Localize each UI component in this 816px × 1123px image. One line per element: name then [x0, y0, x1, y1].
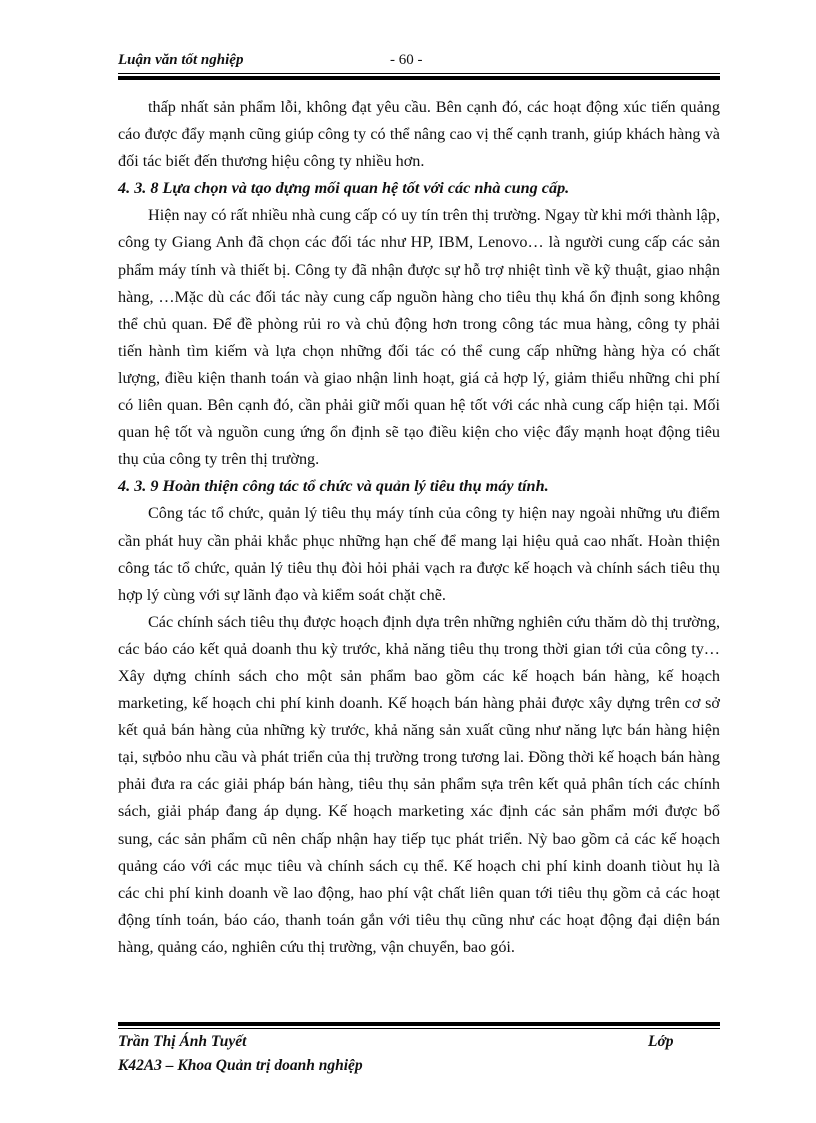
document-body	[118, 94, 720, 961]
header-rule-thick	[118, 76, 720, 80]
footer-author: Trần Thị Ánh Tuyết	[118, 1033, 247, 1050]
footer-class-label: Lớp	[648, 1033, 674, 1050]
header-title: Luận văn tốt nghiệp	[118, 52, 244, 68]
header-rule-thin	[118, 73, 720, 74]
footer-department: K42A3 – Khoa Quản trị doanh nghiệp	[118, 1057, 363, 1074]
footer-rule-thick	[118, 1022, 720, 1026]
paragraph: Công tác tổ chức, quản lý tiêu thụ máy tính của công ty hiện nay ngoài những ưu điểm cần phát huy cần phải khắc phục những hạn chế để mang lại hiệu quả cao nhất. Hoàn thiện công tác tổ chức, quản lý tiêu thụ đòi hỏi phải vạch ra được kế hoạch và chính sách tiêu thụ hợp lý cùng với sự lãnh đạo và kiểm soát chặt chẽ.	[118, 504, 720, 604]
page-number: - 60 -	[390, 52, 423, 68]
paragraph: thấp nhất sản phẩm lỗi, không đạt yêu cầu. Bên cạnh đó, các hoạt động xúc tiến quảng cáo được đẩy mạnh cũng giúp công ty có thể nâng cao vị thế cạnh tranh, giúp khách hàng và đối tác biết đến thương hiệu công ty nhiều hơn.	[118, 98, 720, 171]
page-footer	[118, 1030, 720, 1078]
footer-rule-thin	[118, 1028, 720, 1029]
paragraph: Hiện nay có rất nhiều nhà cung cấp có uy tín trên thị trường. Ngay từ khi mới thành lập, công ty Giang Anh đã chọn các đối tác như HP, IBM, Lenovo… là người cung cấp các sản phẩm máy tính và thiết bị. Công ty đã nhận được sự hỗ trợ nhiệt tình về kỹ thuật, giao nhận hàng, …Mặc dù các đối tác này cung cấp nguồn hàng cho tiêu thụ khá ổn định song không thể chủ quan. Để đề phòng rủi ro và chủ động hơn trong công tác mua hàng, công ty phải tiến hành tìm kiếm và lựa chọn những đối tác có thể cung cấp những hàng hỳa có chất lượng, điều kiện thanh toán và giao nhận linh hoạt, giá cả hợp lý, giảm thiểu những chi phí có liên quan. Bên cạnh đó, cần phải giữ mối quan hệ tốt với các nhà cung cấp hiện tại. Mối quan hệ tốt và nguồn cung ứng ổn định sẽ tạo điều kiện cho việc đẩy mạnh hoạt động tiêu thụ của công ty trên thị trường.	[118, 206, 720, 469]
section-heading: 4. 3. 8 Lựa chọn và tạo dựng mối quan hệ tốt với các nhà cung cấp.	[118, 179, 570, 198]
paragraph: Các chính sách tiêu thụ được hoạch định dựa trên những nghiên cứu thăm dò thị trường, các báo cáo kết quả doanh thu kỳ trước, khả năng tiêu thụ trong thời gian tới của công ty… Xây dựng chính sách cho một sản phẩm bao gồm các kế hoạch bán hàng, kế hoạch marketing, kế hoạch chi phí kinh doanh. Kế hoạch bán hàng phải được xây dựng trên cơ sở kết quả bán hàng của những kỳ trước, khả năng sản xuất cũng như năng lực bán hàng hiện tại, sựbỏo nhu cầu và phát triển của thị trường trong tương lai. Đồng thời kế hoạch bán hàng phải đưa ra các giải pháp bán hàng, tiêu thụ sản phẩm sựa trên kết quả phân tích các chính sách, giải pháp đang áp dụng. Kế hoạch marketing xác định các sản phẩm mới được bổ sung, các sản phẩm cũ nên chấp nhận hay tiếp tục phát triển. Nỳ bao gồm cả các kế hoạch quảng cáo với các mục tiêu và chính sách cụ thể. Kế hoạch chi phí kinh doanh tiòut hụ là các chi phí kinh doanh về lao động, hao phí vật chất liên quan tới tiêu thụ gồm cả các hoạt động tính toán, báo cáo, thanh toán gắn với tiêu thụ cũng như các hoạt động đại diện bán hàng, quảng cáo, nghiên cứu thị trường, vận chuyển, bao gói.	[118, 612, 720, 956]
section-heading: 4. 3. 9 Hoàn thiện công tác tổ chức và quản lý tiêu thụ máy tính.	[118, 477, 549, 496]
page-header	[118, 52, 720, 74]
